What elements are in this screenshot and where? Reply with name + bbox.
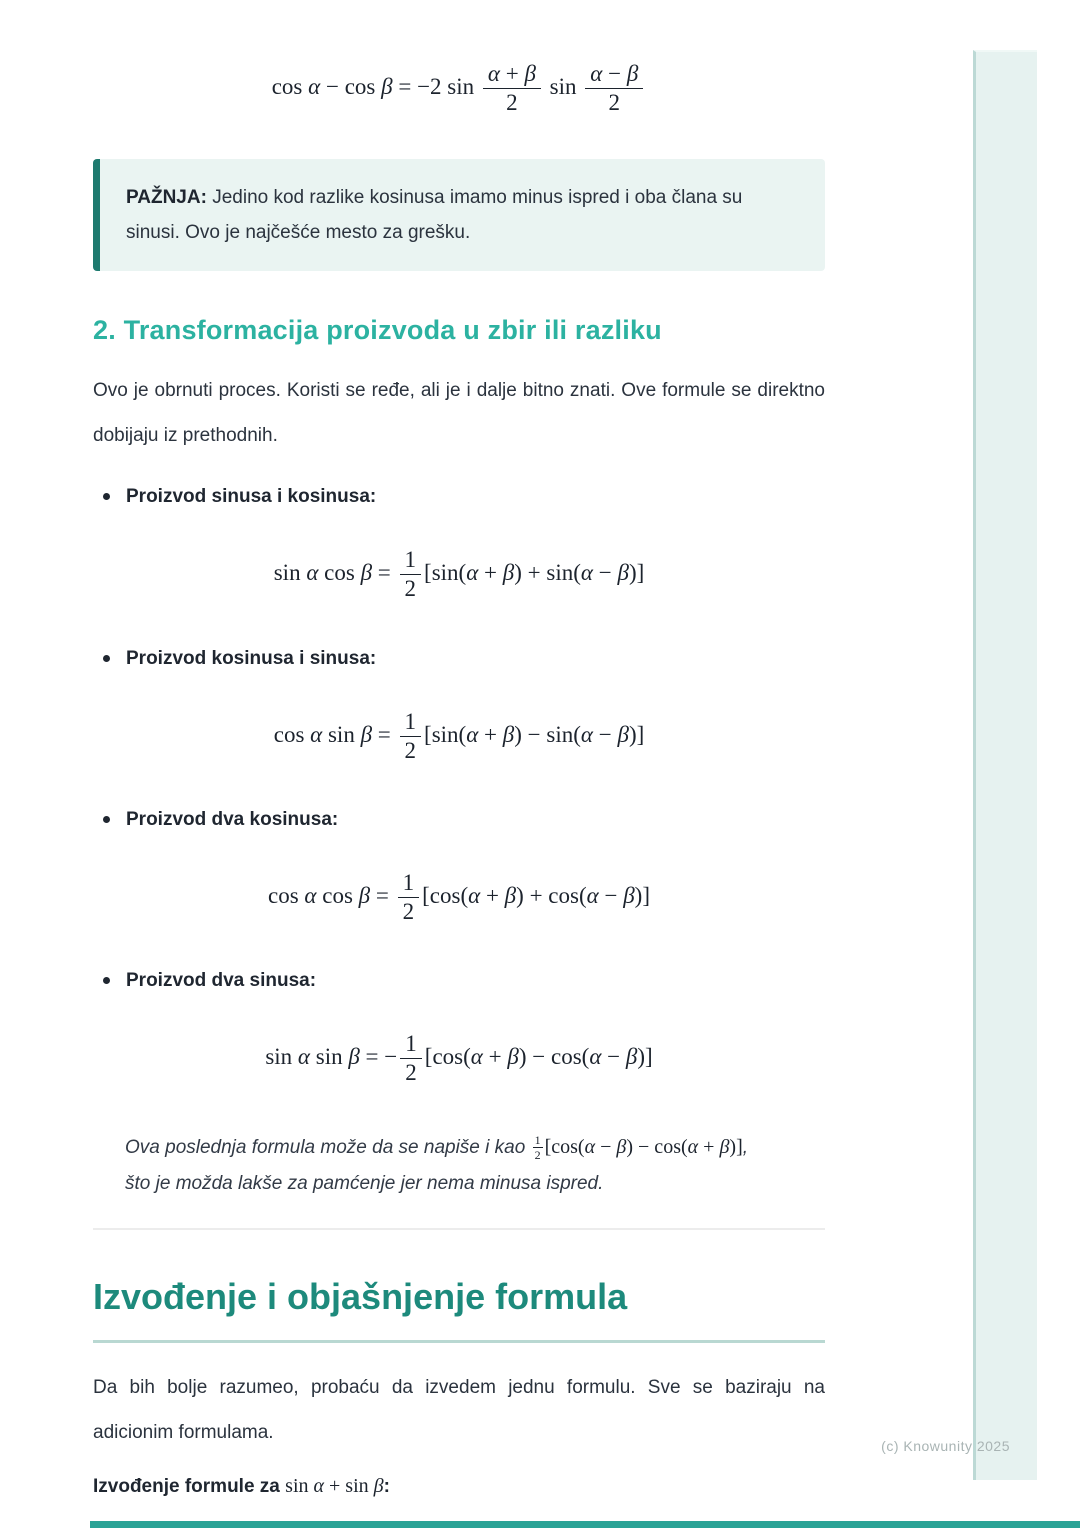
formula-list [93, 484, 825, 1085]
section-intro-paragraph: Ovo je obrnuti proces. Koristi se ređe, ali je i dalje bitno znati. Ove formule se direktno dobijaju iz prethodnih. [93, 380, 825, 447]
formula-cos-sin [93, 710, 825, 763]
attention-text: Jedino kod razlike kosinusa imamo minus ispred i oba člana su sinusi. Ovo je najčešće mesto za grešku. [126, 187, 743, 244]
formula-cos-cos [93, 871, 825, 924]
bullet-label: Proizvod dva kosinusa: [93, 807, 825, 833]
formula-segment: sin [549, 73, 577, 99]
fraction: $\frac{1}{2}$ [397, 710, 425, 763]
page-content [93, 0, 825, 1502]
inline-formula [531, 1132, 743, 1162]
closing-note [125, 1129, 825, 1202]
bullet-icon [103, 655, 110, 662]
side-accent-strip [973, 50, 1037, 1480]
formula-segment: cos α sin β = [273, 721, 391, 747]
formula-cos-difference [93, 62, 825, 115]
formula-segment: cos α − cos β = −2 sin [271, 73, 475, 99]
closing-note-text: Ova poslednja formula može da se napiše i kao [125, 1137, 531, 1159]
fraction-numerator: α + β [487, 61, 536, 86]
closing-note-comma: , [742, 1137, 749, 1159]
bullet-icon [103, 816, 110, 823]
fraction [582, 62, 646, 115]
watermark: (c) Knowunity 2025 [881, 1438, 1010, 1454]
derivation-intro-paragraph: Da bih bolje razumeo, probaću da izvedem jednu formulu. Sve se baziraju na adicionim formulama. [93, 1377, 825, 1444]
main-heading-izvodjenje: Izvođenje i objašnjenje formula [93, 1276, 825, 1343]
bullet-label: Proizvod dva sinusa: [93, 968, 825, 994]
formula-segment: [sin(α + β) + sin(α − β)] [424, 560, 645, 586]
fraction: $\frac{1}{2}$ [397, 1032, 425, 1085]
list-item [93, 807, 825, 924]
bullet-icon [103, 977, 110, 984]
fraction-numerator: α − β [590, 61, 639, 86]
bullet-icon [103, 493, 110, 500]
fraction: $\frac{1}{2}$ [395, 871, 423, 924]
derivation-label: Izvođenje formule za sin α + sin β: [93, 1475, 390, 1498]
list-item [93, 646, 825, 763]
list-item [93, 484, 825, 601]
bullet-label: Proizvod sinusa i kosinusa: [93, 484, 825, 510]
closing-note-line2: što je možda lakše za pamćenje jer nema minusa ispred. [125, 1173, 604, 1195]
fraction-denominator: 2 [585, 88, 643, 115]
section-heading-transformacija: 2. Transformacija proizvoda u zbir ili razliku [93, 315, 662, 346]
formula-segment: sin α sin β = − [265, 1044, 398, 1070]
formula-sin-cos [93, 548, 825, 601]
bottom-accent-bar [90, 1521, 1080, 1528]
formula-segment: sin α cos β = [273, 560, 391, 586]
fraction: $\frac{1}{2}$ [534, 1132, 541, 1162]
formula-segment: [cos(α + β) − cos(α − β)] [424, 1044, 653, 1070]
attention-label: PAŽNJA: [126, 187, 207, 209]
formula-segment: [cos(α − β) − cos(α + β)] [544, 1136, 743, 1159]
formula-sin-sin [93, 1032, 825, 1085]
formula-segment: [sin(α + β) − sin(α − β)] [424, 721, 645, 747]
list-item [93, 968, 825, 1085]
formula-segment: cos α cos β = [267, 882, 389, 908]
inline-formula: sin α + sin β [285, 1475, 384, 1498]
attention-callout [93, 159, 825, 271]
bullet-label: Proizvod kosinusa i sinusa: [93, 646, 825, 672]
formula-segment: [cos(α + β) + cos(α − β)] [422, 882, 651, 908]
fraction [480, 62, 544, 115]
fraction-denominator: 2 [483, 88, 541, 115]
section-divider [93, 1228, 825, 1230]
fraction: $\frac{1}{2}$ [397, 548, 425, 601]
